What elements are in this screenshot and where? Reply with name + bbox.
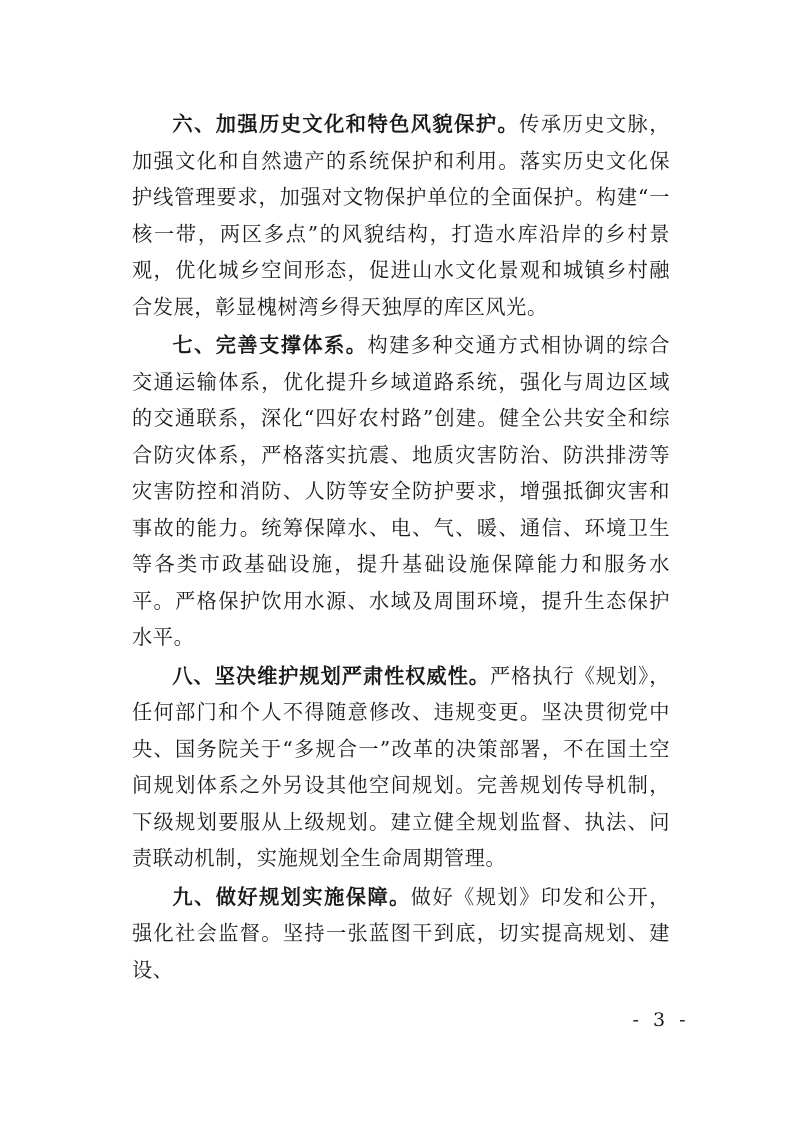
paragraph-7	[132, 327, 670, 656]
document-body	[132, 106, 670, 990]
paragraph-8	[132, 658, 670, 877]
paragraph-7-text: 构建多种交通方式相协调的综合交通运输体系，优化提升乡域道路系统，强化与周边区域的交通联系，深化“四好农村路”创建。健全公共安全和综合防灾体系，严格落实抗震、地质灾害防治、防洪排涝等灾害防控和消防、人防等安全防护要求，增强抵御灾害和事故的能力。统筹保障水、电、气、暖、通信、环境卫生等各类市政基础设施，提升基础设施保障能力和服务水平。严格保护饮用水源、水域及周围环境，提升生态保护水平。	[132, 333, 670, 649]
paragraph-6-text: 传承历史文脉，加强文化和自然遗产的系统保护和利用。落实历史文化保护线管理要求，加强对文物保护单位的全面保护。构建“一核一带，两区多点”的风貌结构，打造水库沿岸的乡村景观，优化城乡空间形态，促进山水文化景观和城镇乡村融合发展，彰显槐树湾乡得天独厚的库区风光。	[132, 112, 670, 319]
paragraph-6-heading: 六、加强历史文化和特色风貌保护。	[172, 112, 520, 136]
paragraph-9-heading: 九、做好规划实施保障。	[172, 884, 411, 909]
paragraph-9-text: 做好《规划》印发和公开，强化社会监督。坚持一张蓝图干到底，切实提高规划、建设、	[132, 884, 670, 982]
paragraph-6	[132, 106, 670, 325]
paragraph-9	[132, 879, 670, 989]
paragraph-8-heading: 八、坚决维护规划严肃性权威性。	[172, 663, 490, 688]
page-number: - 3 -	[632, 1009, 690, 1031]
paragraph-8-text: 严格执行《规划》，任何部门和个人不得随意修改、违规变更。坚决贯彻党中央、国务院关于“多规合一”改革的决策部署，不在国土空间规划体系之外另设其他空间规划。完善规划传导机制，下级规划要服从上级规划。建立健全规划监督、执法、问责联动机制，实施规划全生命周期管理。	[132, 663, 670, 870]
paragraph-7-heading: 七、完善支撑体系。	[172, 333, 368, 357]
